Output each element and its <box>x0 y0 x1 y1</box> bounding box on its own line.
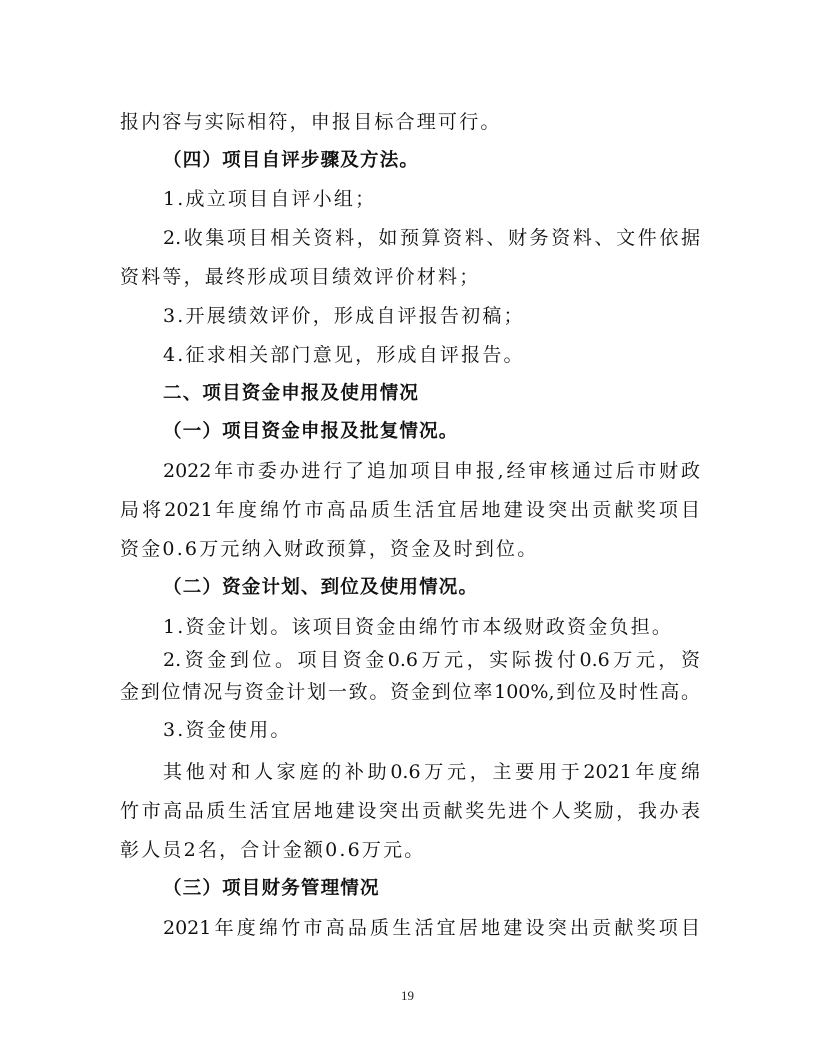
paragraph-line: 其他对和人家庭的补助0.6万元，主要用于2021年度绵 <box>163 761 700 783</box>
section-heading: （一）项目资金申报及批复情况。 <box>163 421 459 442</box>
paragraph-line: 资料等，最终形成项目绩效评价材料； <box>120 266 481 288</box>
paragraph-line: 竹市高品质生活宜居地建设突出贡献奖先进个人奖励，我办表 <box>120 800 700 822</box>
paragraph-line: 2.资金到位。项目资金0.6万元，实际拨付0.6万元，资 <box>163 649 700 671</box>
paragraph-line: 金到位情况与资金计划一致。资金到位率100%,到位及时性高。 <box>120 681 700 703</box>
paragraph-line: 报内容与实际相符，申报目标合理可行。 <box>120 111 502 133</box>
paragraph-line: 局将2021年度绵竹市高品质生活宜居地建设突出贡献奖项目 <box>120 499 700 521</box>
page-number: 19 <box>401 988 414 1003</box>
paragraph-line: 资金0.6万元纳入财政预算，资金及时到位。 <box>120 538 539 560</box>
paragraph-line: 4.征求相关部门意见，形成自评报告。 <box>163 344 525 366</box>
paragraph-line: 2022年市委办进行了追加项目申报,经审核通过后市财政 <box>163 460 700 482</box>
paragraph-line: 彰人员2名，合计金额0.6万元。 <box>120 839 426 861</box>
paragraph-line: 3.开展绩效评价，形成自评报告初稿； <box>163 305 525 327</box>
paragraph-line: 3.资金使用。 <box>163 719 292 741</box>
paragraph-line: 2021年度绵竹市高品质生活宜居地建设突出贡献奖项目 <box>163 917 700 939</box>
paragraph-line: 2.收集项目相关资料，如预算资料、财务资料、文件依据 <box>163 227 700 249</box>
paragraph-line: 1.成立项目自评小组； <box>163 188 377 210</box>
section-heading: （三）项目财务管理情况 <box>163 878 380 899</box>
section-heading: （二）资金计划、到位及使用情况。 <box>163 577 479 598</box>
paragraph-line: 1.资金计划。该项目资金由绵竹市本级财政资金负担。 <box>163 616 674 638</box>
section-heading: （四）项目自评步骤及方法。 <box>163 150 420 171</box>
chapter-heading: 二、项目资金申报及使用情况 <box>163 383 420 404</box>
